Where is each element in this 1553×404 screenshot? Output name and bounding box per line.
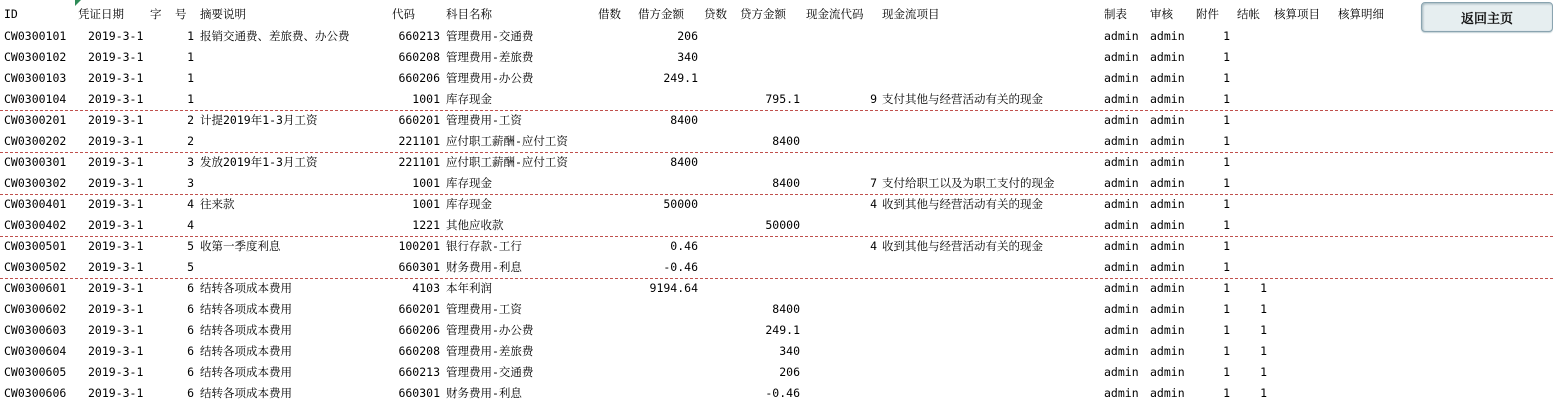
header-closed: 结帐 [1237,7,1260,21]
cell-attach: 1 [1223,176,1230,190]
cell-summary: 结转各项成本费用 [200,302,292,316]
cell-credit-amount: 795.1 [765,92,800,106]
cell-hao: 2 [187,134,194,148]
cell-id: CW0300402 [4,218,67,232]
cell-summary: 结转各项成本费用 [200,386,292,400]
cell-code: 660206 [398,71,440,85]
cell-maker: admin [1104,197,1139,211]
cell-id: CW0300401 [4,197,67,211]
cell-date: 2019-3-1 [88,197,144,211]
cell-auditor: admin [1150,50,1185,64]
cell-code: 221101 [398,155,440,169]
cell-id: CW0300501 [4,239,67,253]
cell-subject: 其他应收款 [446,218,504,232]
cell-closed: 1 [1260,281,1267,295]
cell-cash-code: 4 [870,197,877,211]
cell-closed: 1 [1260,323,1267,337]
cell-date: 2019-3-1 [88,260,144,274]
cell-auditor: admin [1150,239,1185,253]
cell-summary: 收第一季度利息 [200,239,281,253]
cell-maker: admin [1104,92,1139,106]
cell-id: CW0300201 [4,113,67,127]
header-cash-code: 现金流代码 [806,7,864,21]
header-auditor: 审核 [1150,7,1173,21]
cell-cash-item: 收到其他与经营活动有关的现金 [882,197,1043,211]
cell-cash-code: 7 [870,176,877,190]
cell-date: 2019-3-1 [88,50,144,64]
header-acct-item: 核算项目 [1274,7,1320,21]
cell-subject: 应付职工薪酬-应付工资 [446,155,568,169]
cell-attach: 1 [1223,29,1230,43]
cell-debit-amount: 206 [677,29,698,43]
cell-auditor: admin [1150,92,1185,106]
cell-credit-amount: 8400 [772,134,800,148]
cell-subject: 应付职工薪酬-应付工资 [446,134,568,148]
cell-maker: admin [1104,218,1139,232]
cell-id: CW0300605 [4,365,67,379]
cell-subject: 管理费用-办公费 [446,71,534,85]
header-hao: 号 [175,7,187,21]
cell-debit-amount: 8400 [670,113,698,127]
cell-summary: 计提2019年1-3月工资 [200,113,318,127]
cell-id: CW0300602 [4,302,67,316]
cell-date: 2019-3-1 [88,155,144,169]
cell-maker: admin [1104,365,1139,379]
cell-summary: 报销交通费、差旅费、办公费 [200,29,350,43]
cell-maker: admin [1104,176,1139,190]
cell-id: CW0300603 [4,323,67,337]
cell-id: CW0300102 [4,50,67,64]
cell-code: 1001 [412,197,440,211]
cell-date: 2019-3-1 [88,134,144,148]
header-acct-detail: 核算明细 [1338,7,1384,21]
cell-hao: 3 [187,176,194,190]
cell-summary: 发放2019年1-3月工资 [200,155,318,169]
header-subject: 科目名称 [446,7,492,21]
cell-auditor: admin [1150,113,1185,127]
table-row[interactable] [0,131,1553,153]
header-zi: 字 [150,7,162,21]
cell-maker: admin [1104,323,1139,337]
cell-date: 2019-3-1 [88,29,144,43]
cell-debit-amount: -0.46 [663,260,698,274]
cell-auditor: admin [1150,260,1185,274]
cell-credit-amount: 340 [779,344,800,358]
cell-subject: 管理费用-工资 [446,302,522,316]
header-debit-amount: 借方金额 [638,7,684,21]
cell-attach: 1 [1223,302,1230,316]
cell-id: CW0300103 [4,71,67,85]
cell-subject: 银行存款-工行 [446,239,522,253]
cell-hao: 6 [187,302,194,316]
cell-debit-amount: 9194.64 [649,281,698,295]
cell-date: 2019-3-1 [88,218,144,232]
cell-auditor: admin [1150,344,1185,358]
cell-subject: 库存现金 [446,176,492,190]
cell-attach: 1 [1223,386,1230,400]
cell-id: CW0300202 [4,134,67,148]
cell-code: 221101 [398,134,440,148]
cell-hao: 1 [187,29,194,43]
cell-code: 660206 [398,323,440,337]
cell-subject: 财务费用-利息 [446,260,522,274]
cell-credit-amount: 206 [779,365,800,379]
cell-hao: 5 [187,239,194,253]
cell-hao: 6 [187,281,194,295]
cell-date: 2019-3-1 [88,239,144,253]
cell-code: 1001 [412,92,440,106]
table-row[interactable] [0,152,1553,173]
cell-id: CW0300604 [4,344,67,358]
cell-credit-amount: -0.46 [765,386,800,400]
cell-credit-amount: 8400 [772,176,800,190]
cell-cash-item: 支付其他与经营活动有关的现金 [882,92,1043,106]
cell-maker: admin [1104,302,1139,316]
cell-cash-code: 9 [870,92,877,106]
table-row[interactable] [0,194,1553,215]
cell-code: 660213 [398,29,440,43]
table-row[interactable] [0,320,1553,341]
header-summary: 摘要说明 [200,7,246,21]
cell-hao: 4 [187,197,194,211]
cell-auditor: admin [1150,197,1185,211]
header-maker: 制表 [1104,7,1127,21]
cell-maker: admin [1104,260,1139,274]
cell-hao: 6 [187,365,194,379]
cell-hao: 1 [187,50,194,64]
cell-subject: 库存现金 [446,92,492,106]
cell-auditor: admin [1150,29,1185,43]
header-credit-amount: 贷方金额 [740,7,786,21]
cell-summary: 结转各项成本费用 [200,365,292,379]
cell-code: 660201 [398,302,440,316]
cell-code: 660208 [398,50,440,64]
cell-maker: admin [1104,344,1139,358]
header-id: ID [4,7,18,21]
cell-closed: 1 [1260,365,1267,379]
cell-cash-code: 4 [870,239,877,253]
cell-subject: 库存现金 [446,197,492,211]
cell-maker: admin [1104,29,1139,43]
cell-subject: 管理费用-差旅费 [446,344,534,358]
cell-hao: 1 [187,71,194,85]
cell-date: 2019-3-1 [88,344,144,358]
cell-maker: admin [1104,50,1139,64]
cell-attach: 1 [1223,260,1230,274]
cell-summary: 结转各项成本费用 [200,323,292,337]
return-home-button[interactable]: 返回主页 [1421,2,1553,32]
cell-code: 100201 [398,239,440,253]
cell-id: CW0300301 [4,155,67,169]
cell-subject: 财务费用-利息 [446,386,522,400]
cell-date: 2019-3-1 [88,365,144,379]
table-row[interactable] [0,68,1553,89]
table-row[interactable] [0,236,1553,257]
cell-hao: 3 [187,155,194,169]
cell-credit-amount: 8400 [772,302,800,316]
table-row[interactable] [0,278,1553,299]
cell-attach: 1 [1223,239,1230,253]
cell-maker: admin [1104,155,1139,169]
cell-attach: 1 [1223,365,1230,379]
cell-date: 2019-3-1 [88,323,144,337]
cell-cash-item: 支付给职工以及为职工支付的现金 [882,176,1055,190]
cell-debit-amount: 8400 [670,155,698,169]
cell-credit-amount: 50000 [765,218,800,232]
cell-summary: 结转各项成本费用 [200,281,292,295]
cell-credit-amount: 249.1 [765,323,800,337]
cell-attach: 1 [1223,113,1230,127]
cell-auditor: admin [1150,386,1185,400]
cell-auditor: admin [1150,302,1185,316]
cell-closed: 1 [1260,302,1267,316]
cell-attach: 1 [1223,71,1230,85]
cell-hao: 6 [187,344,194,358]
cell-date: 2019-3-1 [88,386,144,400]
cell-hao: 5 [187,260,194,274]
table-row[interactable] [0,341,1553,362]
cell-date: 2019-3-1 [88,281,144,295]
cell-closed: 1 [1260,344,1267,358]
cell-id: CW0300601 [4,281,67,295]
cell-attach: 1 [1223,155,1230,169]
cell-debit-amount: 249.1 [663,71,698,85]
table-row[interactable] [0,110,1553,131]
cell-code: 660301 [398,386,440,400]
cell-code: 660201 [398,113,440,127]
cell-subject: 管理费用-办公费 [446,323,534,337]
table-row[interactable] [0,26,1553,47]
cell-auditor: admin [1150,218,1185,232]
cell-date: 2019-3-1 [88,302,144,316]
table-row[interactable] [0,362,1553,383]
table-row[interactable] [0,173,1553,195]
cell-auditor: admin [1150,134,1185,148]
cell-attach: 1 [1223,281,1230,295]
cell-auditor: admin [1150,365,1185,379]
cell-subject: 管理费用-差旅费 [446,50,534,64]
cell-maker: admin [1104,134,1139,148]
cell-maker: admin [1104,239,1139,253]
header-attach: 附件 [1196,7,1219,21]
cell-code: 1221 [412,218,440,232]
cell-auditor: admin [1150,71,1185,85]
cell-id: CW0300101 [4,29,67,43]
cell-attach: 1 [1223,50,1230,64]
cell-maker: admin [1104,71,1139,85]
header-date: 凭证日期 [78,7,124,21]
cell-maker: admin [1104,386,1139,400]
cell-code: 1001 [412,176,440,190]
cell-subject: 管理费用-工资 [446,113,522,127]
cell-code: 660301 [398,260,440,274]
header-credit-count: 贷数 [704,7,727,21]
cell-summary: 结转各项成本费用 [200,344,292,358]
header-code: 代码 [392,7,415,21]
cell-maker: admin [1104,281,1139,295]
cell-hao: 6 [187,386,194,400]
cell-cash-item: 收到其他与经营活动有关的现金 [882,239,1043,253]
cell-debit-amount: 50000 [663,197,698,211]
cell-date: 2019-3-1 [88,176,144,190]
cell-attach: 1 [1223,344,1230,358]
cell-hao: 1 [187,92,194,106]
cell-code: 4103 [412,281,440,295]
cell-id: CW0300302 [4,176,67,190]
cell-code: 660213 [398,365,440,379]
cell-auditor: admin [1150,176,1185,190]
cell-auditor: admin [1150,155,1185,169]
cell-attach: 1 [1223,92,1230,106]
header-cash-item: 现金流项目 [882,7,940,21]
cell-subject: 本年利润 [446,281,492,295]
table-header [0,0,1553,26]
cell-attach: 1 [1223,218,1230,232]
header-debit-count: 借数 [598,7,621,21]
cell-auditor: admin [1150,323,1185,337]
table-row[interactable] [0,89,1553,111]
cell-date: 2019-3-1 [88,92,144,106]
cell-hao: 2 [187,113,194,127]
cell-attach: 1 [1223,323,1230,337]
cell-attach: 1 [1223,134,1230,148]
cell-maker: admin [1104,113,1139,127]
cell-summary: 往来款 [200,197,235,211]
cell-id: CW0300606 [4,386,67,400]
table-row[interactable] [0,215,1553,237]
cell-subject: 管理费用-交通费 [446,365,534,379]
table-row[interactable] [0,299,1553,320]
cell-id: CW0300502 [4,260,67,274]
cell-date: 2019-3-1 [88,113,144,127]
table-row[interactable] [0,257,1553,279]
cell-attach: 1 [1223,197,1230,211]
cell-date: 2019-3-1 [88,71,144,85]
cell-auditor: admin [1150,281,1185,295]
cell-code: 660208 [398,344,440,358]
cell-closed: 1 [1260,386,1267,400]
cell-subject: 管理费用-交通费 [446,29,534,43]
cell-id: CW0300104 [4,92,67,106]
cell-hao: 4 [187,218,194,232]
cell-debit-amount: 0.46 [670,239,698,253]
cell-debit-amount: 340 [677,50,698,64]
table-row[interactable] [0,47,1553,68]
cell-hao: 6 [187,323,194,337]
